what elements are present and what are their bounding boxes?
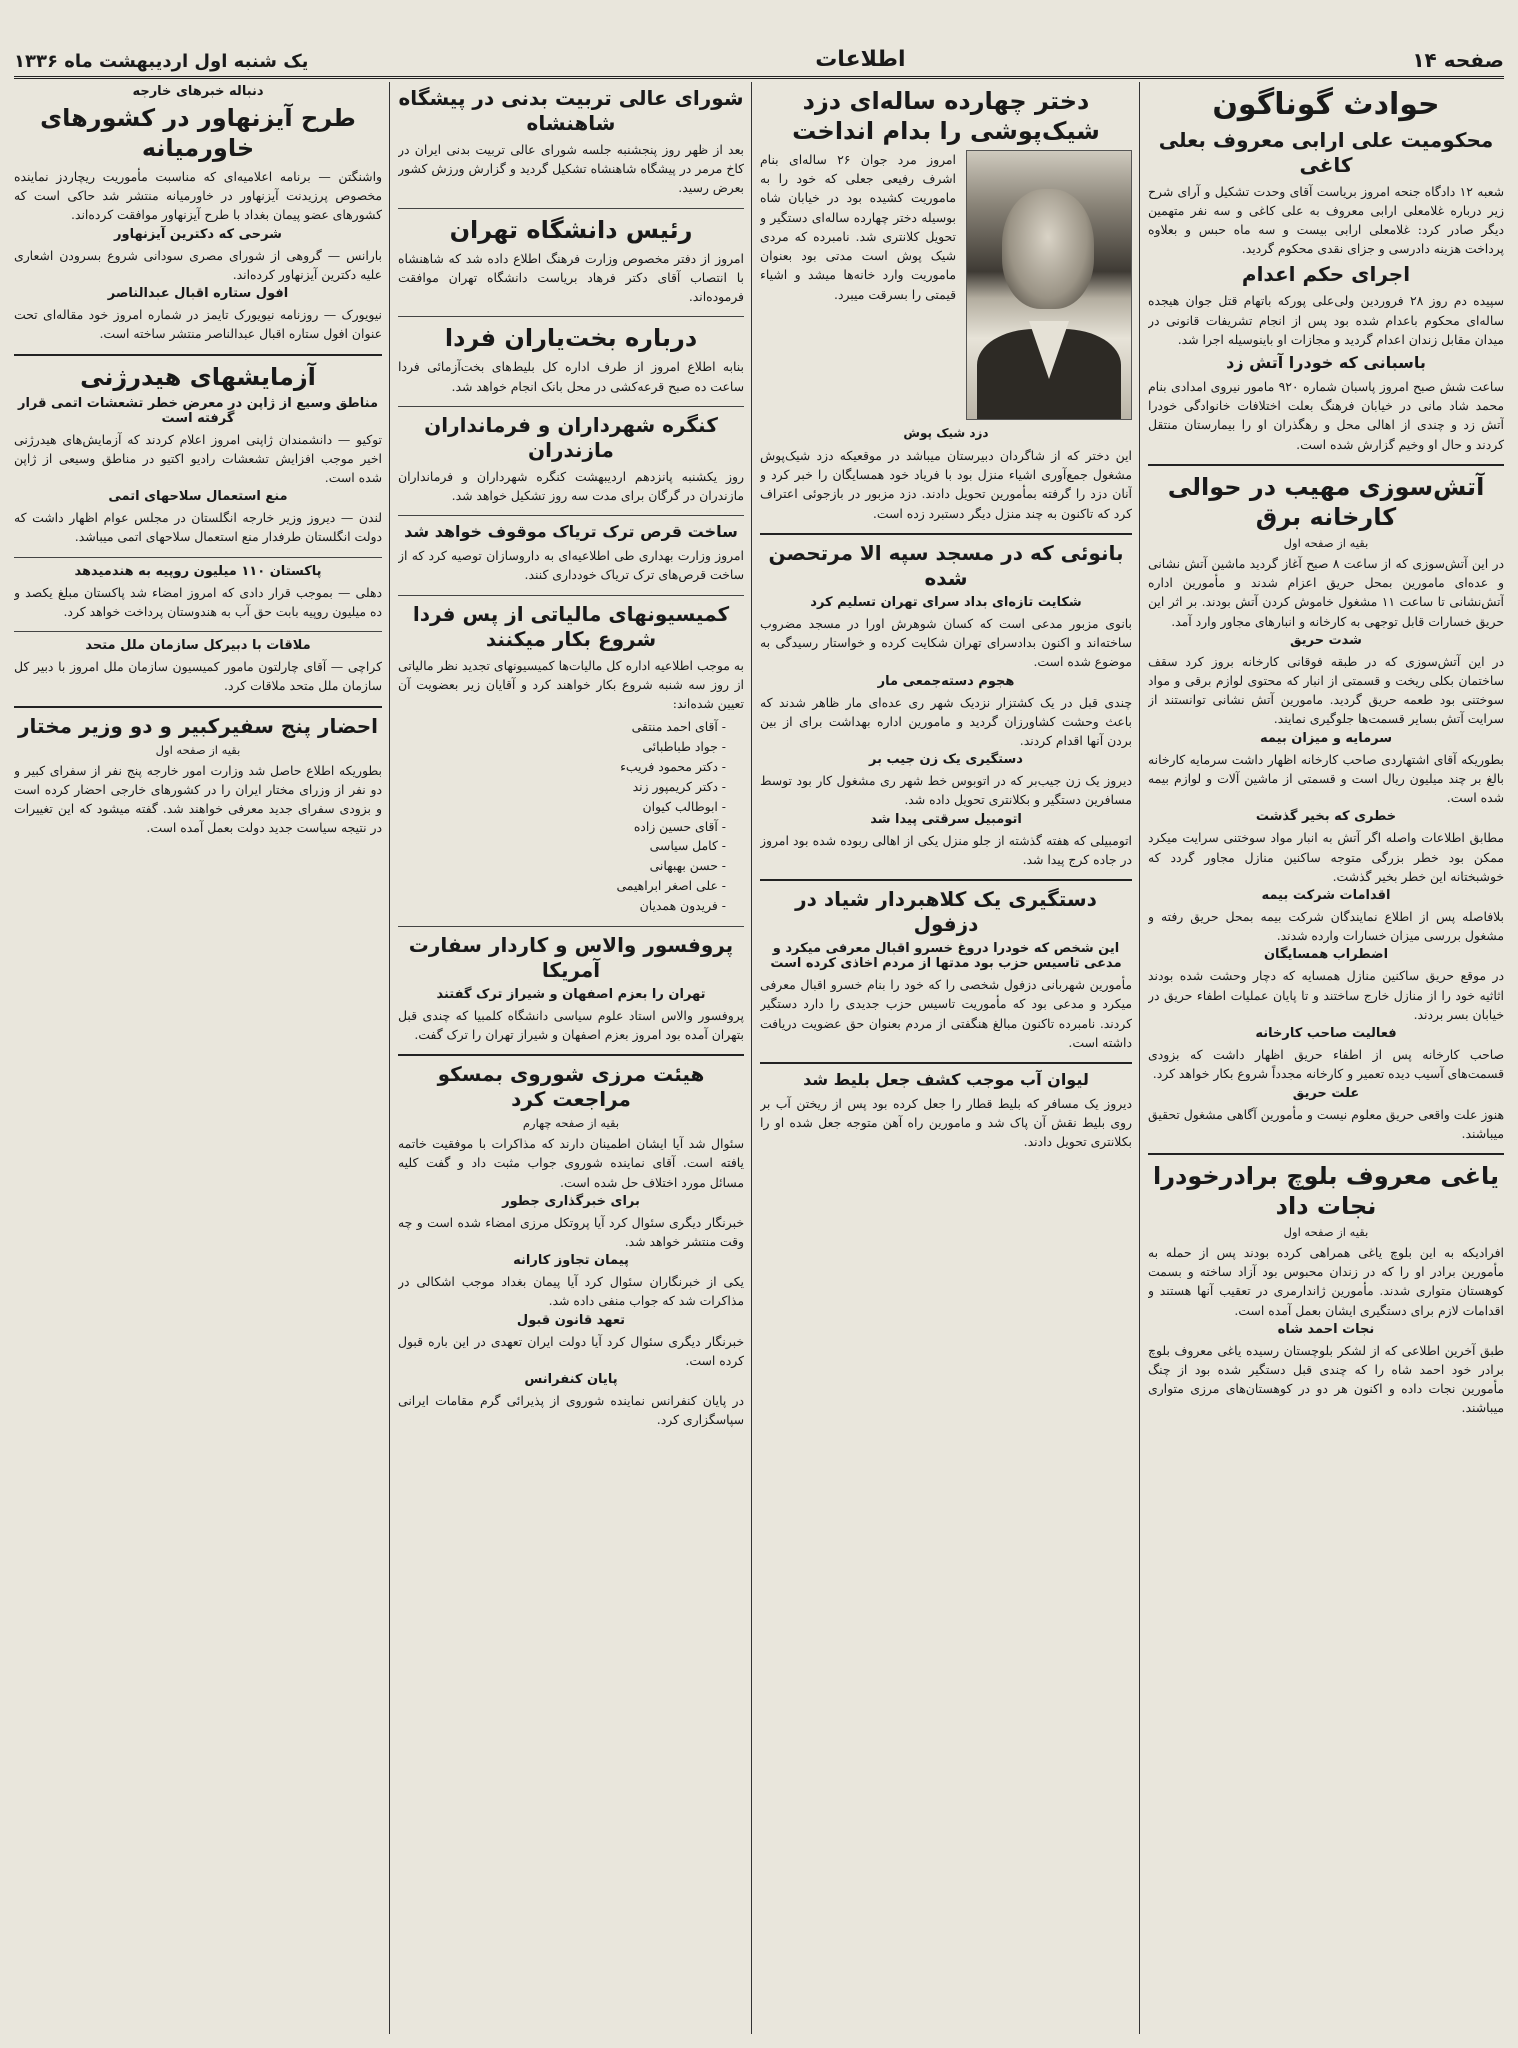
column-rule [751,82,752,2034]
subheading: اضطراب همسایگان [1263,947,1389,963]
story-sports-council [398,86,744,198]
column-center-left [398,82,744,2034]
headline: هیئت مرزی شوروی بمسکو مراجعت کرد [437,1062,705,1112]
subheading: منع استعمال سلاحهای اتمی [108,489,288,505]
subheading: این شخص که خودرا دروغ خسرو اقبال معرفی میکرد و مدعی تاسیس حزب بود مدتها از مردم اخاذی کرده است [770,941,1122,972]
headline: دختر چهارده ساله‌ای دزد شیک‌پوشی را بدام انداخت [792,87,1100,145]
divider [760,1062,1132,1064]
divider [14,354,382,356]
subheading: برای خبرگذاری جطور [502,1193,640,1209]
subheading: اتومبیل سرقتی پیدا شد [870,811,1022,827]
subheading: پایان کنفرانس [524,1372,618,1388]
subheading: شرحی که دکترین آیزنهاور [114,226,282,242]
story-pakistan [14,564,382,621]
list-item: - حسن بهبهانی [398,856,726,876]
divider [398,926,744,927]
subheading: سرمایه و میزان بیمه [1259,730,1392,746]
article-text: بلافاصله پس از اطلاع نمایندگان شرکت بیمه بمحل حریق رفته و مشغول بررسی میزان خسارات وارده شدند. [1148,908,1504,944]
headline: آزمایشهای هیدرژنی [80,362,316,391]
story-fire [1148,472,1504,1143]
divider [14,631,382,632]
headline: دستگیری یک کلاهبردار شیاد در دزفول [795,887,1097,937]
divider [398,406,744,407]
headline: باسبانی که خودرا آتش زد [1226,353,1426,373]
issue-date: یک شنبه اول اردیبهشت ماه ۱۳۳۶ [14,51,309,72]
column-left [14,82,382,2034]
article-text: شعبه ۱۲ دادگاه جنحه امروز بریاست آقای وحدت تشکیل و آرای شرح زیر درباره غلامعلی ارابی معروف به علی کاغی و سه نفر متهمین دیگر صادر کرد: غلامعلی ارابی بیست و سه ماه حبس و بعلاوه پرداخت هزینه دادرسی و جزای نقدی محکوم گردید. [1148,183,1504,257]
article-text: به موجب اطلاعیه اداره کل مالیات‌ها کمیسیونهای تجدید نظر مالیاتی از روز سه شنبه شروع بکار خواهند کرد و آقایان زیر بعضویت آن تعیین شده‌اند: [398,657,744,712]
divider [398,595,744,596]
article-text: صاحب کارخانه پس از اطفاء حریق اظهار داشت که بزودی قسمت‌های آسیب دیده تعمیر و کارخانه مجدداً شروع بکار خواهد کرد. [1148,1047,1504,1082]
divider [760,533,1132,535]
suspect-photo [966,150,1132,420]
headline: درباره بخت‌یاران فردا [444,324,698,353]
article-text: بطوریکه آقای اشتهاردی صاحب کارخانه اظهار داشت سرمایه کارخانه بالغ بر چند میلیون ریال است و قسمتی از ماشین آلات و لوازم بیمه شده است. [1148,751,1504,806]
headline: بانوئی که در مسجد سپه الا مرتحصن شده [768,540,1124,590]
headline: احضار پنج سفیرکبیر و دو وزیر مختار [18,713,378,738]
divider [1148,1153,1504,1155]
divider [14,706,382,708]
article-text: ساعت شش صبح امروز پاسبان شماره ۹۲۰ مامور نیروی امدادی بنام محمد شاد مانی در خیابان فرهنگ بعلت اختلافات خانوادگی خودرا آتش زد و چندی از اهالی محل و رهگذران او را بیمارستان منتقل کردند و حال او وخیم گزارش شده است. [1148,379,1504,452]
list-item: - علی اصغر ابراهیمی [398,876,726,896]
subheading: هجوم دسته‌جمعی مار [877,673,1015,689]
list-item: - دکتر محمود فریبء [398,757,726,777]
story-misc-news [1148,86,1504,454]
article-text: در این آتش‌سوزی که در طبقه فوقانی کارخانه بروز کرد سقف ساختمان بکلی ریخت و قسمتی از انبار که محتوی لوازم برقی و مواد سوختنی بود طعمه حریق گردید. مامورین آتش نشانی توانستند از سرایت آتش بسایر قسمت‌ها جلوگیری نمایند. [1148,653,1504,727]
article-text: نیویورک — روزنامه نیویورک تایمز در شماره امروز خود مقاله‌ای تحت عنوان افول ستاره اقبال عبدالناصر منتشر ساخته است. [14,307,382,342]
article-text: بنابه اطلاع امروز از طرف اداره کل بلیط‌های بخت‌آزمائی فردا ساعت ده صبح قرعه‌کشی در محل بانک انجام خواهد شد. [398,359,744,394]
story-foreign-news [14,84,382,344]
headline: یاغی معروف بلوچ برادرخودرا نجات داد [1152,1161,1500,1220]
section-title-misc: حوادث گوناگون [1212,87,1440,122]
divider [14,557,382,558]
article-text: افرادیکه به این بلوچ یاغی همراهی کرده بودند پس از حمله به مأمورین برادر او را که در زندان محبوس بود آزاد ساخته و بسمت کوهستان متواری شدند. مأمورین ژاندارمری در تعقیب آنها هستند و اقدامات لازم برای دستگیری ایشان بعمل آمده است. [1148,1244,1504,1318]
story-ambassadors [14,714,382,838]
subheading: شدت حریق [1290,632,1362,648]
article-text: کراچی — آقای چارلتون مامور کمیسیون سازمان ملل امروز با دبیر کل سازمان ملل متحد ملاقات کرد. [14,659,382,694]
article-text: امروز از دفتر مخصوص وزارت فرهنگ اطلاع داده شد که شاهنشاه با انتصاب آقای دکتر فرهاد بریاست دانشگاه تهران موافقت فرموده‌اند. [398,250,744,305]
continued-note: بقیه از صفحه اول [1283,1224,1369,1239]
subheading: فعالیت صاحب کارخانه [1255,1026,1397,1042]
article-text: یکی از خبرنگاران سئوال کرد آیا پیمان بغداد موجب اشکالی در مذاکرات شد که جواب منفی داده شد. [398,1274,744,1309]
article-text: در پایان کنفرانس نماینده شوروی از پذیرائی گرم مقامات ایرانی سپاسگزاری کرد. [398,1393,744,1428]
story-mosque [760,541,1132,869]
article-text: واشنگتن — برنامه اعلامیه‌ای که مناسبت مأموریت ریچاردز نماینده مخصوص پرزیدنت آیزنهاور در خاورمیانه منتشر شد حاکی است که کشورهای عضو پیمان بغداد با طرح آیزنهاور موافقت کرده‌اند. [14,169,382,223]
article-text: لندن — دیروز وزیر خارجه انگلستان در مجلس عوام اظهار داشت که دولت انگلستان طرفدار منع استعمال سلاحهای اتمی میباشد. [14,510,382,545]
photo-caption: دزد شیک پوش [903,426,989,440]
headline: پروفسور والاس و کاردار سفارت آمریکا [408,932,734,982]
subheading: ملاقات با دبیرکل سازمان ملل متحد [85,638,311,654]
story-university [398,215,744,307]
continued-note: بقیه از صفحه اول [155,742,241,757]
subheading: اقدامات شرکت بیمه [1261,887,1391,903]
list-item: - ابوطالب کیوان [398,797,726,817]
article-text: بارانس — گروهی از شورای مصری سودانی شروع بسرودن اشعاری علیه دکترین آیزنهاور کرده‌اند. [14,247,382,282]
list-item: - جواد طباطبائی [398,737,726,757]
column-center-right [760,82,1132,2034]
story-congress [398,413,744,505]
subheading: نجات احمد شاه [1277,1321,1375,1337]
list-item: - دکتر کریمپور زند [398,777,726,797]
article-text: اتومبیلی که هفته گذشته از جلو منزل یکی از اهالی ربوده شده بود امروز در جاده کرج پیدا شد. [760,832,1132,867]
article-text: در این آتش‌سوزی که از ساعت ۸ صبح آغاز گردید ماشین آتش نشانی و عده‌ای مامورین بمحل حریق اعزام شدند و مأمورین اداره آتش‌نشانی تا ساعت ۱۱ مشغول خاموش کردن آتش بودند. بر اثر این حریق خسارات قابل توجهی به کارخانه و انبارهای مجاور وارد آمد. [1148,555,1504,629]
article-text: سپیده دم روز ۲۸ فروردین ولی‌علی پورکه باتهام قتل جوان هیجده ساله‌ای محکوم باعدام شده بود پس از انجام تشریفات قانونی در میدان مقابل زندان اعدام گردید و مجازات او باینوسیله اجرا شد. [1148,293,1504,347]
list-item: - آقای احمد منتقی [398,717,726,737]
story-tax-commissions [398,602,744,916]
column-rule [389,82,390,2034]
headline: اجرای حکم اعدام [1241,262,1411,287]
paper-name: اطلاعات [815,47,906,72]
divider [398,515,744,516]
subheading: دستگیری یک زن جیب بر [869,752,1023,768]
divider [1148,464,1504,466]
subheading: مناطق وسیع از ژاپن در معرض خطر تشعشات اتمی قرار گرفته است [17,395,379,426]
article-text: خبرنگار دیگری سئوال کرد آیا دولت ایران تعهدی در این باره قبول کرده است. [398,1333,744,1368]
subheading: پاکستان ۱۱۰ میلیون روپیه به هندمیدهد [74,563,322,579]
divider [398,316,744,317]
article-text: امروز وزارت بهداری طی اطلاعیه‌ای به داروسازان توصیه کرد که از ساخت قرص‌های ترک تریاک خودداری کنند. [398,548,744,583]
article-text: بانوی مزبور مدعی است که کسان شوهرش اورا در مسجد مضروب ساخته‌اند و اکنون بدادسرای تهران شکایت کرده و خواستار رسیدگی به موضوع شده است. [760,615,1132,670]
story-thief [760,86,1132,523]
subheading: پیمان تجاوز کارانه [513,1253,629,1269]
headline: لیوان آب موجب کشف جعل بلیط شد [803,1069,1089,1089]
story-ticket [760,1070,1132,1152]
subheading: افول ستاره اقبال عبدالناصر [107,286,289,302]
subheading: شکایت تازه‌ای بداد سرای تهران تسلیم کرد [810,594,1082,610]
subheading: تهران را بعزم اصفهان و شیراز ترک گفتند [436,986,706,1002]
headline: محکومیت علی ارابی معروف بعلی کاغی [1158,127,1494,177]
article-text: هنوز علت واقعی حریق معلوم نیست و مأمورین آگاهی مشغول تحقیق میباشند. [1148,1106,1504,1141]
article-text: بطوریکه اطلاع حاصل شد وزارت امور خارجه پنج نفر از سفرای کبیر و دو نفر از وزرای مختار ایران را در کشورهای خارجی احضار کرده است و بزودی سفرای جدید معرفی خواهند شد. گفته میشود که این تغییرات در نتیجه سیاست جدید دولت بعمل آمده است. [14,762,382,836]
subheading: علت حریق [1292,1085,1360,1101]
list-item: - فریدون همدیان [398,896,726,916]
page-number: صفحه ۱۴ [1412,48,1504,72]
section-label: دنباله خبرهای خارجه [132,84,264,99]
story-opium-pills [398,522,744,584]
continued-note: بقیه از صفحه اول [1283,535,1369,550]
subheading: تعهد قانون قبول [516,1312,626,1328]
list-item: - کامل سیاسی [398,836,726,856]
article-text: روز یکشنبه پانزدهم اردیبهشت کنگره شهرداران و فرمانداران مازندران در گرگان برای مدت سه روز تشکیل خواهد شد. [398,468,744,503]
article-text: پروفسور والاس استاد علوم سیاسی دانشگاه کلمبیا که چندی قبل بتهران آمده بود امروز بعزم اصفهان و شیراز تهران را ترک گفت. [398,1007,744,1042]
member-list [398,717,744,915]
headline: کنگره شهرداران و فرمانداران مازندران [424,412,718,462]
divider [760,879,1132,881]
continued-note: بقیه از صفحه چهارم [522,1116,620,1131]
article-text: دهلی — بموجب قرار دادی که امروز امضاء شد پاکستان مبلغ یکصد و ده میلیون روپیه بابت حق آب به هندوستان پرداخت خواهد کرد. [14,584,382,619]
subheading: خطری که بخیر گذشت [1255,809,1397,825]
headline: ساخت قرص ترک تریاک موقوف خواهد شد [404,522,738,542]
story-baluch-rebel [1148,1161,1504,1418]
article-text: دیروز یک مسافر که بلیط قطار را جعل کرده بود پس از ریختن آب بر روی بلیط نقش آن پاک شد و مامورین راه آهن متوجه جعل شده او را بکلانتری تحویل دادند. [760,1095,1132,1150]
article-text: خبرنگار دیگری سئوال کرد آیا پروتکل مرزی امضاء شده است و چه وقت منتشر خواهد شد. [398,1214,744,1250]
article-text: توکیو — دانشمندان ژاپنی امروز اعلام کردند که آزمایش‌های هیدرژنی اخیر موجب افزایش تشعشات رادیو اکتیو در مناطق وسیعی از ژاپن شده است. [14,431,382,485]
article-text: مطابق اطلاعات واصله اگر آتش به انبار مواد سوختنی سرایت میکرد ممکن بود خطر بزرگی متوجه ساکنین منازل مجاور گردد که خوشبختانه این خطر بخیر گذشت. [1148,830,1504,884]
article-text: در موقع حریق ساکنین منازل همسایه که دچار وحشت شده بودند اثاثیه خود را از منازل خارج ساختند و تا پایان عملیات اطفاء حریق در خیابان بسر بردند. [1148,968,1504,1022]
article-text: چندی قبل در یک کشتزار نزدیک شهر ری عده‌ای مار ظاهر شدند که باعث وحشت کشاورزان گردید و مامورین اداره بهداشت برای از بین بردن آنها اقدام کردند. [760,694,1132,748]
story-wallace [398,933,744,1044]
headline: طرح آیزنهاور در کشورهای خاورمیانه [40,104,356,162]
article-text: مأمورین شهربانی دزفول شخصی را که خود را بنام خسرو اقبال معرفی میکرد و مدعی بود که مأموریت تاسیس حزب جدیدی را دارد دستگیر کردند. نامبرده تاکنون مبالغ هنگفتی از مردم بعنوان حق عضویت دریافت داشته است. [760,977,1132,1050]
article-text: این دختر که از شاگردان دبیرستان میباشد در موقعیکه دزد شیک‌پوش مشغول جمع‌آوری اشیاء منزل بود با فریاد خود همسایگان را خبر کرد و آنان دزد را گرفته بمأمورین تحویل دادند. دزد مزبور در بازجوئی اعتراف کرد که تاکنون به چند منزل دیگر دستبرد زده است. [760,448,1132,521]
column-right [1148,82,1504,2034]
list-item: - آقای حسین زاده [398,817,726,837]
headline: آتش‌سوزی مهیب در حوالی کارخانه برق [1167,472,1485,531]
story-un-meeting [14,638,382,695]
article-text: امروز مرد جوان ۲۶ ساله‌ای بنام اشرف رفیعی جعلی که خود را به ماموریت کشیده بود در خیابان شاه بوسیله دختر چهارده ساله‌ای دستگیر و تحویل کلانتری شد. نامبرده که مردی شیک پوش است مدتی بود بعنوان ماموریت وارد خانه‌ها میشد و اشیاء قیمتی را بسرقت میبرد. [760,152,956,302]
article-text: دیروز یک زن جیب‌بر که در اتوبوس خط شهر ری مشغول کار بود توسط مسافرین دستگیر و بکلانتری تحویل داده شد. [760,773,1132,808]
column-rule [1139,82,1140,2034]
article-text: سئوال شد آیا ایشان اطمینان دارند که مذاکرات با موفقیت خاتمه یافته است. آقای نماینده شوروی جواب مثبت داد و گفت کلیه مسائل مورد اختلاف حل شده است. [398,1136,744,1190]
story-lottery [398,323,744,395]
story-fraud [760,887,1132,1052]
article-text: طبق آخرین اطلاعی که از لشکر بلوچستان رسیده یاغی معروف بلوچ برادر خود احمد شاه را که چندی قبل دستگیر شده بود از چنگ مأمورین نجات داده و اکنون هر دو در کوهستان‌های مرزی متواری میباشند. [1148,1342,1504,1416]
headline: رئیس دانشگاه تهران [449,215,693,244]
story-soviet-delegation [398,1062,744,1429]
divider [398,208,744,209]
divider [398,1054,744,1056]
article-text: بعد از ظهر روز پنجشنبه جلسه شورای عالی تربیت بدنی ایران در کاخ مرمر در پیشگاه شاهنشاه تشکیل گردید و گزارش ورزش کشور بعرض رسید. [398,142,744,196]
story-hydrogen-tests [14,362,382,547]
masthead [14,38,1504,79]
headline: کمیسیونهای مالیاتی از پس فردا شروع بکار میکنند [412,601,730,651]
headline: شورای عالی تربیت بدنی در پیشگاه شاهنشاه [398,86,744,135]
